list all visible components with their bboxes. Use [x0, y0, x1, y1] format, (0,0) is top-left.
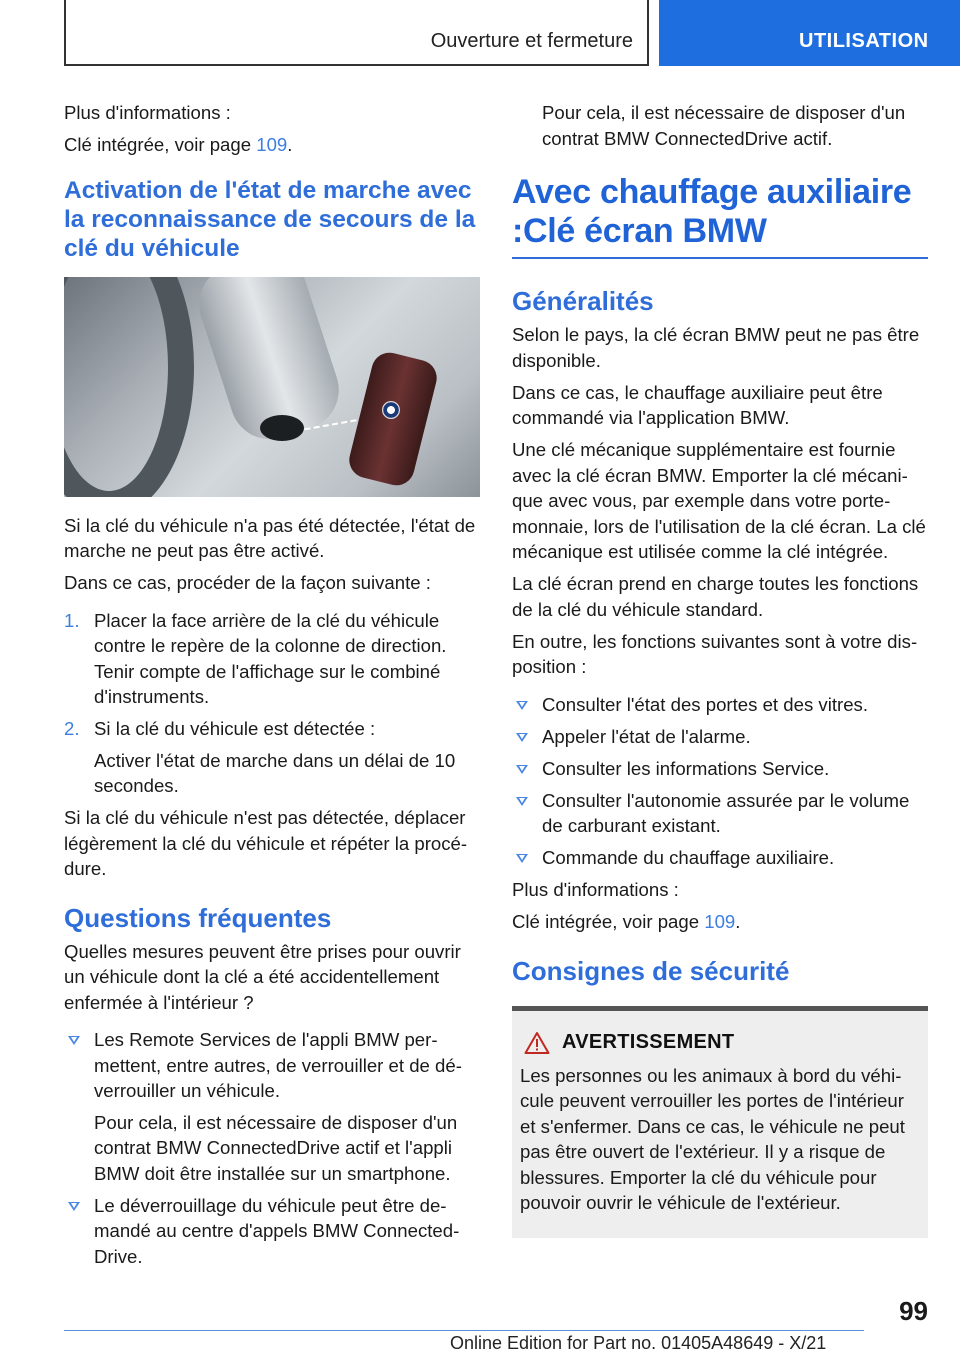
- bullet-triangle-icon: [516, 797, 528, 806]
- list-item: Consulter l'autonomie assurée par le volume de carburant existant.: [512, 788, 928, 839]
- header-chapter-title: UTILISATION: [799, 30, 929, 52]
- list-item: Consulter les informations Service.: [512, 756, 928, 782]
- heading-activation: Activation de l'état de marche avec la reconnaissance de secours de la clé du véhicule: [64, 176, 476, 262]
- para-general-4: La clé écran prend en charge toutes les fonctions de la clé du véhicule standard.: [512, 573, 919, 620]
- warning-box: [512, 1006, 928, 1238]
- info-reference-right: Clé intégrée, voir page 109.: [512, 911, 741, 932]
- warning-text: Les personnes ou les animaux à bord du véhicule peuvent verrouiller les portes de l'intérieur et s'enfermer. Dans ce cas, le véhicule ne peut pas être ouvert de l'extérieur. Il y a risque de blessures. Emporter la clé du véhicule pour pouvoir ouvrir le véhicule de l'extérieur.: [520, 1064, 905, 1213]
- bullet-triangle-icon: [68, 1036, 80, 1045]
- heading-general: Généralités: [512, 286, 654, 316]
- para-contract: Pour cela, il est nécessaire de disposer d'un contrat BMW ConnectedDrive actif.: [542, 102, 906, 149]
- key-marker-icon: [260, 415, 304, 441]
- faq-list: [64, 1027, 480, 1269]
- header-section-box: [64, 0, 649, 66]
- bullet-triangle-icon: [516, 733, 528, 742]
- footer-edition: Online Edition for Part no. 01405A48649 - X/21: [450, 1333, 827, 1353]
- bmw-logo-icon: [382, 401, 400, 419]
- list-item: Consulter l'état des portes et des vitres.: [512, 692, 928, 718]
- heading-display-key: Avec chauffage auxiliaire :Clé écran BMW: [512, 173, 928, 259]
- header-chapter-tab: [659, 0, 960, 66]
- info-label-right: Plus d'informations :: [512, 879, 679, 900]
- steps-list: [64, 608, 480, 799]
- warning-triangle-icon: [524, 1031, 550, 1055]
- left-column: [64, 100, 480, 1276]
- steering-column-key-illustration: [64, 277, 480, 497]
- heading-faq: Questions fréquentes: [64, 902, 332, 933]
- page-link-109[interactable]: 109: [256, 134, 288, 155]
- para-general-3: Une clé mécanique supplémentaire est fournie avec la clé écran BMW. Emporter la clé mécanique avec vous, par exemple dans votre porte-monnaie, lors de l'utilisation de la clé écran. La clé mécanique est utilisée comme la clé intégrée.: [512, 439, 926, 562]
- list-item: Commande du chauffage auxiliaire.: [512, 845, 928, 871]
- info-reference: Clé intégrée, voir page 109.: [64, 134, 293, 155]
- heading-safety: Consignes de sécurité: [512, 955, 790, 986]
- para-not-detected: Si la clé du véhicule n'a pas été détectée, l'état de marche ne peut pas être activé.: [64, 514, 476, 561]
- bullet-triangle-icon: [516, 765, 528, 774]
- footer-divider: [64, 1330, 864, 1331]
- bullet-triangle-icon: [516, 701, 528, 710]
- bullet-triangle-icon: [516, 854, 528, 863]
- right-column: [512, 100, 928, 1238]
- info-label: Plus d'informations :: [64, 102, 231, 123]
- list-item: Appeler l'état de l'alarme.: [512, 724, 928, 750]
- page-number: 99: [899, 1296, 928, 1326]
- functions-list: [512, 692, 928, 871]
- para-proceed: Dans ce cas, procéder de la façon suivante :: [64, 572, 431, 593]
- bullet-triangle-icon: [68, 1202, 80, 1211]
- para-general-1: Selon le pays, la clé écran BMW peut ne pas être disponible.: [512, 324, 920, 371]
- page-link-109-right[interactable]: 109: [704, 911, 736, 932]
- warning-title: AVERTISSEMENT: [562, 1031, 735, 1053]
- list-item: Les Remote Services de l'appli BMW permettent, entre autres, de verrouiller et de déverrouiller un véhicule. Pour cela, il est nécessaire de disposer d'un contrat BMW ConnectedDrive actif et l'appli BMW doit être installée sur un smartphone.: [64, 1027, 480, 1186]
- header-section-title: Ouverture et fermeture: [430, 30, 633, 52]
- para-faq-question: Quelles mesures peuvent être prises pour ouvrir un véhicule dont la clé a été accidentellement enfermée à l'intérieur ?: [64, 940, 461, 1013]
- para-general-2: Dans ce cas, le chauffage auxiliaire peut être commandé via l'application BMW.: [512, 381, 883, 428]
- list-item: Le déverrouillage du véhicule peut être demandé au centre d'appels BMW ConnectedDrive.: [64, 1193, 480, 1270]
- para-general-5: En outre, les fonctions suivantes sont à votre disposition :: [512, 630, 918, 677]
- list-item: 2. Si la clé du véhicule est détectée : Activer l'état de marche dans un délai de 10 secondes.: [64, 718, 456, 796]
- list-item: 1. Placer la face arrière de la clé du véhicule contre le repère de la colonne de direction. Tenir compte de l'affichage sur le combiné d'instruments.: [64, 609, 447, 707]
- para-not-detected-2: Si la clé du véhicule n'est pas détectée, déplacer légèrement la clé du véhicule et répéter la procédure.: [64, 807, 468, 879]
